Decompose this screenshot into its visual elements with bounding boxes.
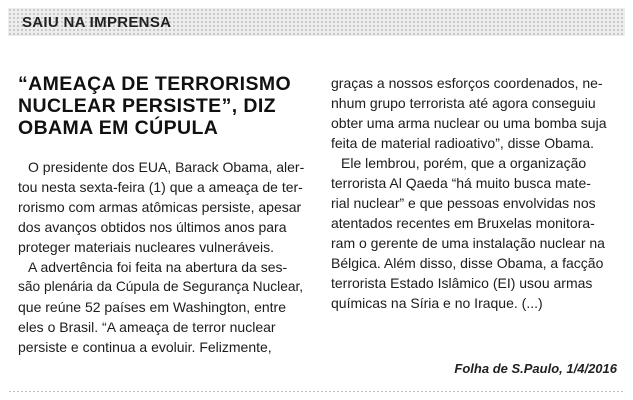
article-source: Folha de S.Paulo, 1/4/2016 [454,361,617,376]
body-line: que reúne 52 países em Washington, entre [18,299,286,315]
article-body-right [331,73,616,313]
right-column [331,73,616,313]
left-column [18,73,307,357]
body-line: graças a nossos esforços coordenados, ne- [331,75,603,91]
body-line: rial nuclear” e que pessoas envolvidas nos [331,195,596,211]
body-line: ram o gerente de uma instalação nuclear na [331,235,605,251]
body-line: são plenária da Cúpula de Segurança Nuclear, [18,279,304,294]
body-line: atentados recentes em Bruxelas monitora- [331,215,595,231]
body-line: eles o Brasil. “A ameaça de terror nuclear [18,319,276,335]
body-line: Ele lembrou, porém, que a organização [341,155,587,171]
section-header [8,8,625,36]
body-line: rorismo com armas atômicas persiste, apesar [18,199,302,215]
title-line: OBAMA EM CÚPULA [18,117,219,139]
body-line: terrorista Estado Islâmico (EI) usou armas [331,275,593,291]
title-line: “AMEAÇA DE TERRORISMO [18,73,292,95]
article-title [18,73,307,139]
body-line: terrorista Al Qaeda “há muito busca mate- [331,175,591,191]
body-line: dos avanços obtidos nos últimos anos para [18,219,287,235]
dotted-footer-rule [8,390,625,393]
body-line: nhum grupo terrorista até agora conseguiu [331,95,596,111]
article-body-left [18,157,307,357]
body-line: feita de material radioativo”, disse Obama. [331,135,595,151]
body-line: proteger materiais nucleares vulneráveis. [18,239,275,255]
body-line: persiste e continua a evoluir. Felizmente, [18,339,272,355]
body-line: Bélgica. Além disso, disse Obama, a facção [331,255,604,271]
title-line: NUCLEAR PERSISTE”, DIZ [18,95,276,117]
body-line: tou nesta sexta-feira (1) que a ameaça de ter- [18,179,303,195]
body-line: A advertência foi feita na abertura da ses- [28,259,288,275]
body-line: O presidente dos EUA, Barack Obama, aler- [28,159,305,175]
section-header-label: SAIU NA IMPRENSA [22,14,172,31]
body-line: obter uma arma nuclear ou uma bomba suja [331,115,607,131]
body-line: químicas na Síria e no Iraque. (...) [331,295,543,311]
